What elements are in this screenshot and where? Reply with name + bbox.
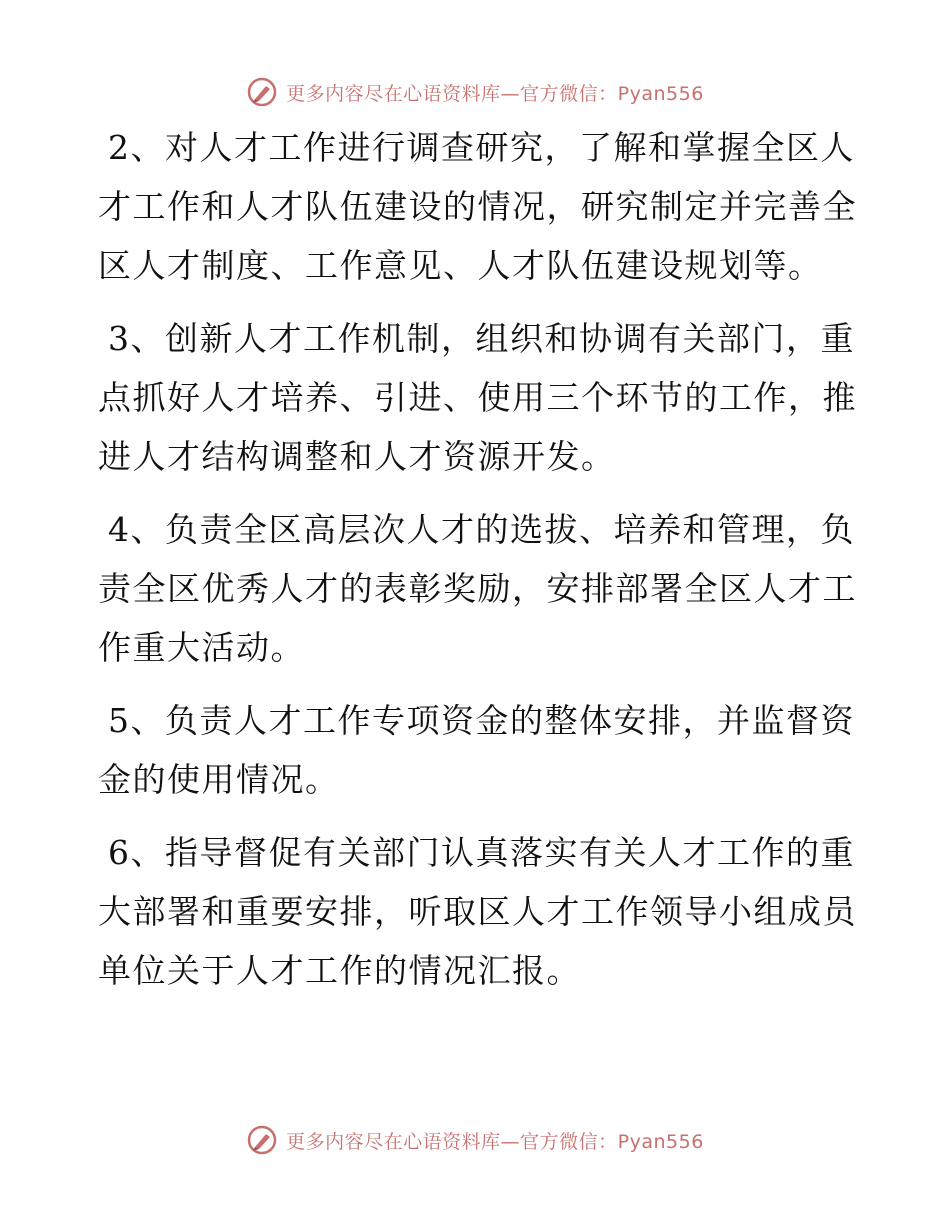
paragraph-item-3: 3、创新人才工作机制，组织和协调有关部门，重点抓好人才培养、引进、使用三个环节的工作，推进人才结构调整和人才资源开发。: [98, 319, 857, 476]
paragraph-item-4: 4、负责全区高层次人才的选拔、培养和管理，负责全区优秀人才的表彰奖励，安排部署全区人才工作重大活动。: [98, 510, 857, 667]
paragraph-item-6: 6、指导督促有关部门认真落实有关人才工作的重大部署和重要安排，听取区人才工作领导小组成员单位关于人才工作的情况汇报。: [98, 833, 857, 990]
footer-watermark: [0, 1120, 950, 1160]
watermark-text: 更多内容尽在心语资料库—官方微信：Pyan556: [286, 1130, 704, 1153]
pen-circle-logo-icon: [246, 76, 278, 108]
paragraph-item-2: 2、对人才工作进行调查研究，了解和掌握全区人才工作和人才队伍建设的情况，研究制定并完善全区人才制度、工作意见、人才队伍建设规划等。: [98, 128, 857, 285]
pen-circle-logo-icon: [246, 1124, 278, 1156]
header-watermark: [0, 72, 950, 112]
watermark-text: 更多内容尽在心语资料库—官方微信：Pyan556: [286, 82, 704, 105]
document-body: [98, 118, 858, 1014]
paragraph-item-5: 5、负责人才工作专项资金的整体安排，并监督资金的使用情况。: [98, 701, 855, 799]
